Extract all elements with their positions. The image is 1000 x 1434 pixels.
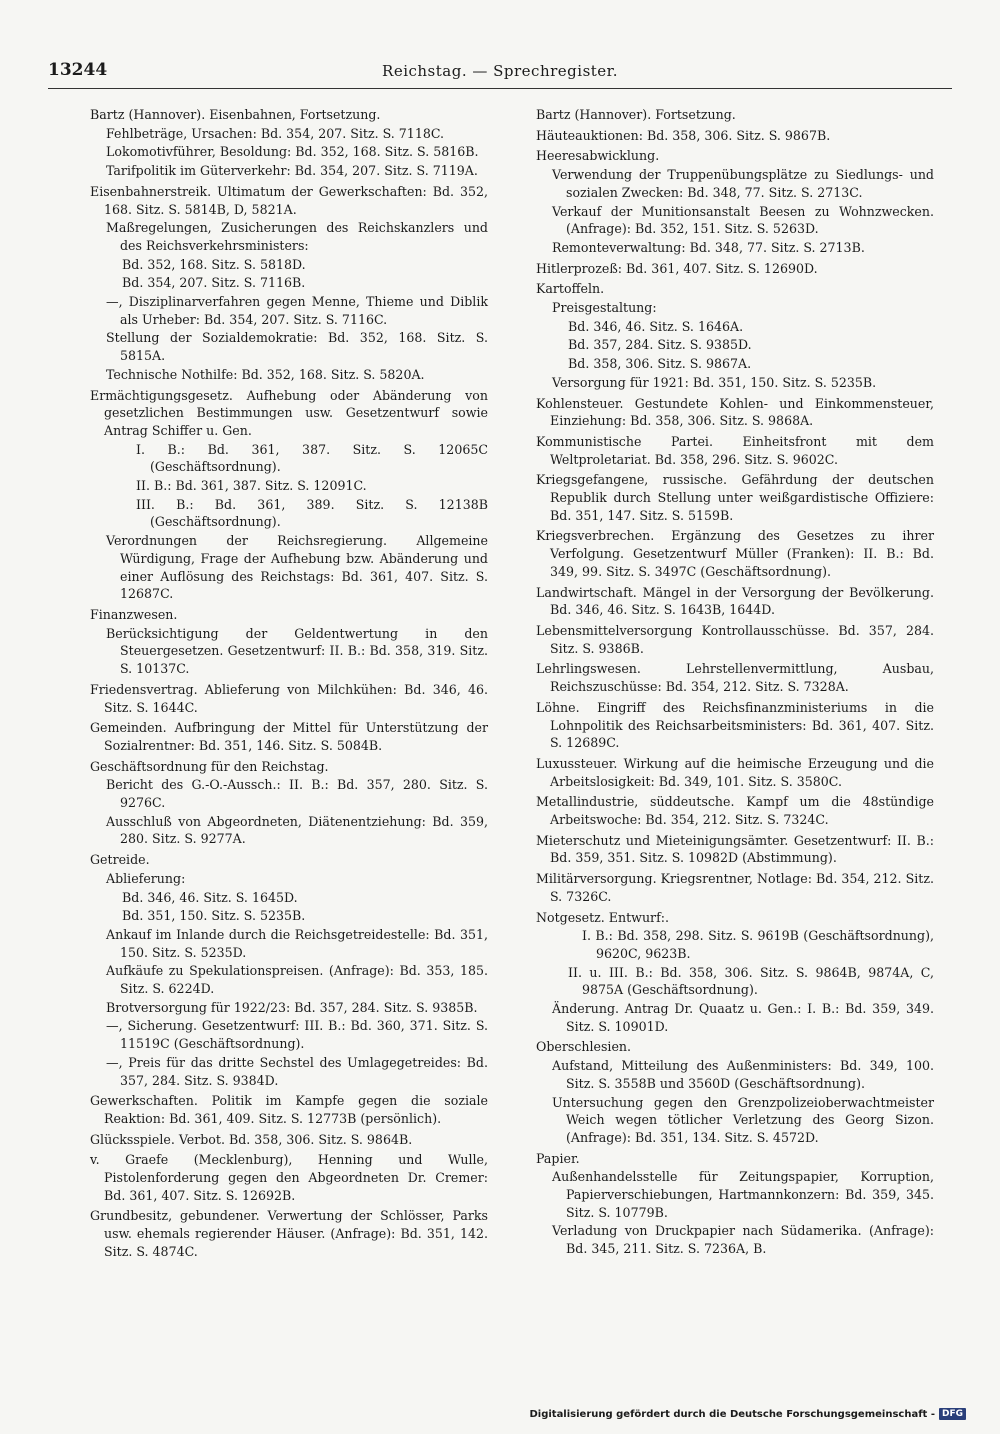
index-subentry: Versorgung für 1921: Bd. 351, 150. Sitz. S. 5235B. (552, 374, 877, 390)
right-column (536, 103, 934, 1259)
index-subentry: Verkauf der Munitionsanstalt Beesen zu Wohnzwecken. (Anfrage): Bd. 352, 151. Sitz. S. 5263D. (552, 203, 934, 237)
index-entry: Oberschlesien. (536, 1039, 632, 1055)
index-entry: Lehrlingswesen. Lehrstellenvermittlung, Ausbau, Reichszuschüsse: Bd. 354, 212. Sitz. S. 7328A. (536, 661, 934, 695)
index-entry: Luxussteuer. Wirkung auf die heimische Erzeugung und die Arbeitslosigkeit: Bd. 349, 101. Sitz. S. 3580C. (536, 755, 934, 789)
footer-credit: Digitalisierung gefördert durch die Deutsche Forschungsgemeinschaft - (529, 1408, 935, 1420)
index-subentry: —, Sicherung. Gesetzentwurf: III. B.: Bd. 360, 371. Sitz. S. 11519C (Geschäftsordnung). (106, 1018, 488, 1052)
index-subentry: Maßregelungen, Zusicherungen des Reichskanzlers und des Reichsverkehrsministers: (106, 220, 488, 253)
index-subentry: Verordnungen der Reichsregierung. Allgemeine Würdigung, Frage der Aufhebung bzw. Abänderung und einer Auflösung des Reichstags: Bd. 361, 407. Sitz. S. 12687C. (106, 533, 488, 602)
index-subentry: Bd. 357, 284. Sitz. S. 9385D. (568, 337, 752, 353)
index-subentry: I. B.: Bd. 361, 387. Sitz. S. 12065C (Geschäftsordnung). (136, 441, 488, 475)
index-subentry: Bd. 351, 150. Sitz. S. 5235B. (122, 908, 306, 924)
index-subentry: III. B.: Bd. 361, 389. Sitz. S. 12138B (Geschäftsordnung). (136, 496, 488, 530)
index-subentry: Tarifpolitik im Güterverkehr: Bd. 354, 207. Sitz. S. 7119A. (106, 163, 478, 179)
index-entry: Häuteauktionen: Bd. 358, 306. Sitz. S. 9867B. (536, 127, 831, 143)
index-entry: Getreide. (90, 852, 150, 868)
index-entry: Militärversorgung. Kriegsrentner, Notlage: Bd. 354, 212. Sitz. S. 7326C. (536, 871, 934, 904)
index-subentry: Bd. 354, 207. Sitz. S. 7116B. (122, 275, 306, 291)
index-subentry: —, Disziplinarverfahren gegen Menne, Thieme und Diblik als Urheber: Bd. 354, 207. Sitz. S. 7116C. (106, 294, 488, 327)
left-column (90, 103, 488, 1262)
index-entry: Mieterschutz und Mieteinigungsämter. Gesetzentwurf: II. B.: Bd. 359, 351. Sitz. S. 10982D (Abstimmung). (536, 832, 934, 866)
index-subentry: II. B.: Bd. 361, 387. Sitz. S. 12091C. (136, 478, 367, 494)
index-subentry: Ankauf im Inlande durch die Reichsgetreidestelle: Bd. 351, 150. Sitz. S. 5235D. (106, 926, 488, 960)
index-entry: Glücksspiele. Verbot. Bd. 358, 306. Sitz. S. 9864B. (90, 1131, 413, 1147)
index-subentry: Berücksichtigung der Geldentwertung in den Steuergesetzen. Gesetzentwurf: II. B.: Bd. 358, 319. Sitz. S. 10137C. (106, 625, 488, 677)
index-subentry: Fehlbeträge, Ursachen: Bd. 354, 207. Sitz. S. 7118C. (106, 125, 445, 141)
entry-heading: Bartz (Hannover). Fortsetzung. (536, 107, 736, 122)
index-subentry: Preisgestaltung: (552, 300, 657, 316)
index-entry: Gewerkschaften. Politik im Kampfe gegen die soziale Reaktion: Bd. 361, 409. Sitz. S. 12773B (persönlich). (90, 1093, 488, 1126)
index-subentry: Ablieferung: (106, 870, 186, 886)
index-entry: Heeresabwicklung. (536, 148, 660, 164)
index-entry: Finanzwesen. (90, 606, 178, 622)
header-rule (48, 88, 952, 89)
footer (529, 1408, 966, 1420)
index-subentry: Verladung von Druckpapier nach Südamerika. (Anfrage): Bd. 345, 211. Sitz. S. 7236A, B. (552, 1223, 934, 1257)
dfg-logo: DFG (939, 1408, 966, 1420)
index-entry: Geschäftsordnung für den Reichstag. (90, 758, 329, 774)
index-entry: Gemeinden. Aufbringung der Mittel für Unterstützung der Sozialrentner: Bd. 351, 146. Sitz. S. 5084B. (90, 720, 488, 753)
index-entry: Kartoffeln. (536, 281, 605, 297)
index-subentry: Außenhandelsstelle für Zeitungspapier, Korruption, Papierverschiebungen, Hartmannkonzern: Bd. 359, 345. Sitz. S. 10779B. (552, 1169, 934, 1220)
index-subentry: Bd. 358, 306. Sitz. S. 9867A. (568, 356, 752, 372)
index-entry: Eisenbahnerstreik. Ultimatum der Gewerkschaften: Bd. 352, 168. Sitz. S. 5814B, D, 5821A. (90, 183, 488, 217)
index-entry: Kohlensteuer. Gestundete Kohlen- und Einkommensteuer, Einziehung: Bd. 358, 306. Sitz. S. 9868A. (536, 395, 934, 429)
index-entry: Lebensmittelversorgung Kontrollausschüsse. Bd. 357, 284. Sitz. S. 9386B. (536, 622, 934, 656)
index-entry: Papier. (536, 1150, 580, 1166)
index-entry: Grundbesitz, gebundener. Verwertung der Schlösser, Parks usw. ehemals regierender Häuser. (Anfrage): Bd. 351, 142. Sitz. S. 4874C. (90, 1208, 488, 1259)
index-subentry: Bd. 352, 168. Sitz. S. 5818D. (122, 256, 306, 272)
index-subentry: Aufstand, Mitteilung des Außenministers: Bd. 349, 100. Sitz. S. 3558B und 3560D (Geschäftsordnung). (552, 1058, 934, 1091)
index-entry: Löhne. Eingriff des Reichsfinanzministeriums in die Lohnpolitik des Reichsarbeitsministers: Bd. 361, 407. Sitz. S. 12689C. (536, 699, 934, 751)
index-entry: Friedensvertrag. Ablieferung von Milchkühen: Bd. 346, 46. Sitz. S. 1644C. (90, 681, 488, 715)
index-subentry: —, Preis für das dritte Sechstel des Umlagegetreides: Bd. 357, 284. Sitz. S. 9384D. (106, 1054, 488, 1088)
index-entry: Notgesetz. Entwurf:. (536, 909, 669, 925)
index-subentry: Remonteverwaltung: Bd. 348, 77. Sitz. S. 2713B. (552, 239, 865, 255)
index-subentry: Ausschluß von Abgeordneten, Diätenentziehung: Bd. 359, 280. Sitz. S. 9277A. (106, 813, 488, 847)
page-header-title: Reichstag. — Sprechregister. (382, 62, 618, 80)
index-subentry: Bd. 346, 46. Sitz. S. 1645D. (122, 889, 298, 905)
index-subentry: Brotversorgung für 1922/23: Bd. 357, 284. Sitz. S. 9385B. (106, 999, 478, 1015)
index-subentry: II. u. III. B.: Bd. 358, 306. Sitz. S. 9864B, 9874A, C, 9875A (Geschäftsordnung). (568, 964, 934, 998)
index-entry: Landwirtschaft. Mängel in der Versorgung der Bevölkerung. Bd. 346, 46. Sitz. S. 1643B, 1644D. (536, 584, 934, 618)
index-subentry: Technische Nothilfe: Bd. 352, 168. Sitz. S. 5820A. (106, 366, 425, 382)
index-subentry: Bericht des G.-O.-Aussch.: II. B.: Bd. 357, 280. Sitz. S. 9276C. (106, 777, 488, 811)
index-subentry: Änderung. Antrag Dr. Quaatz u. Gen.: I. B.: Bd. 359, 349. Sitz. S. 10901D. (552, 1001, 934, 1034)
index-entry: v. Graefe (Mecklenburg), Henning und Wulle, Pistolenforderung gegen den Abgeordneten Dr. Cremer: Bd. 361, 407. Sitz. S. 12692B. (90, 1152, 488, 1203)
index-entry: Hitlerprozeß: Bd. 361, 407. Sitz. S. 12690D. (536, 260, 818, 276)
index-entry: Ermächtigungsgesetz. Aufhebung oder Abänderung von gesetzlichen Bestimmungen usw. Gesetzentwurf sowie Antrag Schiffer u. Gen. (90, 387, 488, 438)
index-subentry: Verwendung der Truppenübungsplätze zu Siedlungs- und sozialen Zwecken: Bd. 348, 77. Sitz. S. 2713C. (552, 167, 934, 200)
page-number: 13244 (48, 60, 108, 80)
index-entry: Kriegsverbrechen. Ergänzung des Gesetzes zu ihrer Verfolgung. Gesetzentwurf Müller (Franken): II. B.: Bd. 349, 99. Sitz. S. 3497C (Geschäftsordnung). (536, 528, 934, 579)
index-entry: Kriegsgefangene, russische. Gefährdung der deutschen Republik durch Stellung unter weißgardistische Offiziere: Bd. 351, 147. Sitz. S. 5159B. (536, 472, 934, 523)
index-subentry: I. B.: Bd. 358, 298. Sitz. S. 9619B (Geschäftsordnung), 9620C, 9623B. (582, 928, 934, 961)
index-subentry: Stellung der Sozialdemokratie: Bd. 352, 168. Sitz. S. 5815A. (106, 330, 488, 364)
index-entry: Metallindustrie, süddeutsche. Kampf um die 48stündige Arbeitswoche: Bd. 354, 212. Sitz. S. 7324C. (536, 794, 934, 828)
index-entry: Kommunistische Partei. Einheitsfront mit dem Weltproletariat. Bd. 358, 296. Sitz. S. 9602C. (536, 433, 934, 467)
index-subentry: Aufkäufe zu Spekulationspreisen. (Anfrage): Bd. 353, 185. Sitz. S. 6224D. (106, 963, 488, 997)
index-subentry: Bd. 346, 46. Sitz. S. 1646A. (568, 318, 744, 334)
index-subentry: Untersuchung gegen den Grenzpolizeioberwachtmeister Weich wegen tötlicher Verletzung des Georg Sizon. (Anfrage): Bd. 351, 134. Sitz. S. 4572D. (552, 1094, 934, 1145)
index-subentry: Lokomotivführer, Besoldung: Bd. 352, 168. Sitz. S. 5816B. (106, 144, 479, 160)
entry-heading: Bartz (Hannover). Eisenbahnen, Fortsetzung. (90, 107, 381, 122)
